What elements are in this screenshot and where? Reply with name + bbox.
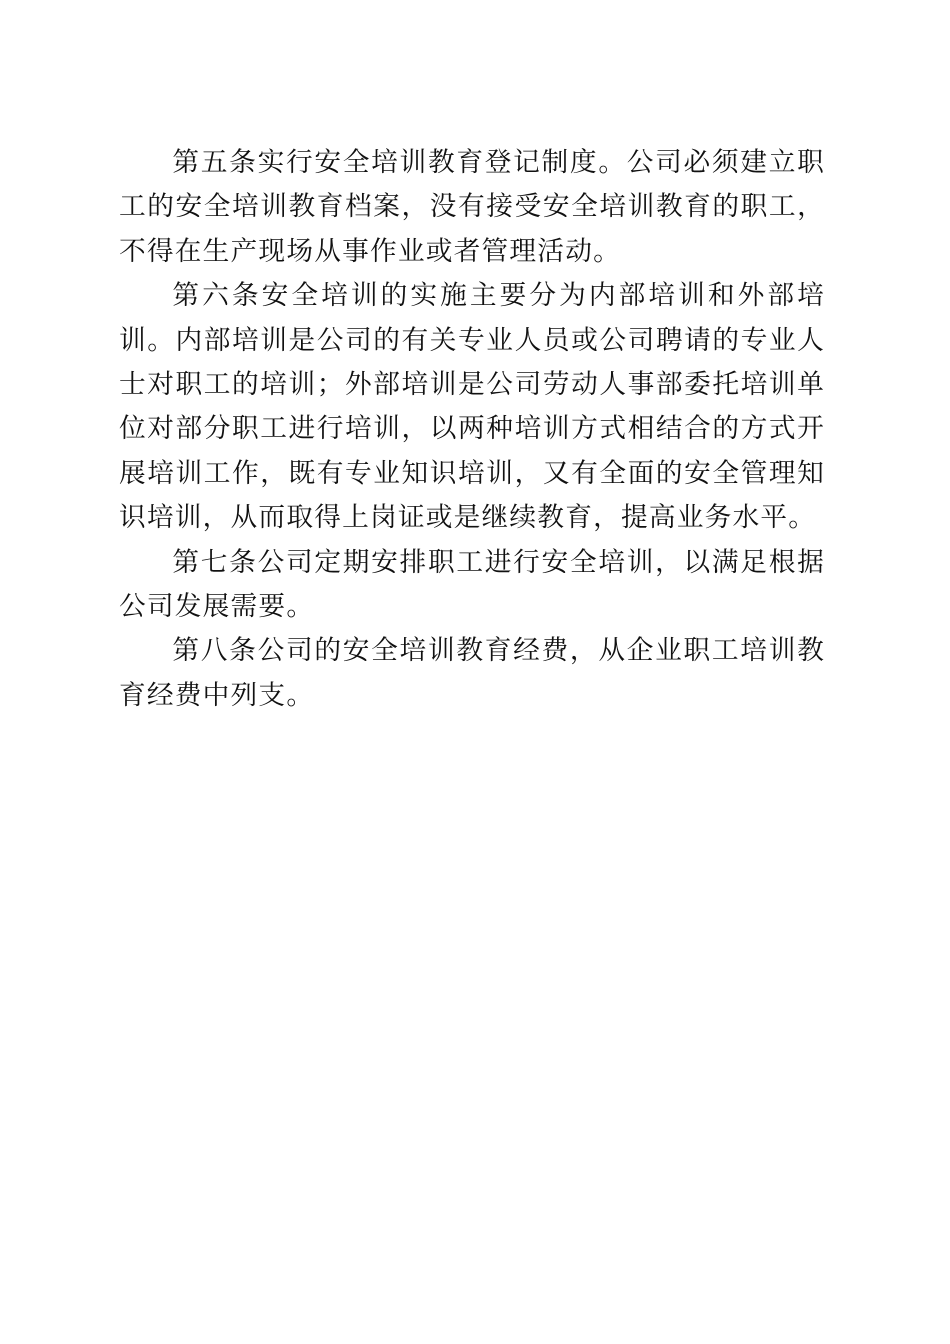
article-7-paragraph: 第七条公司定期安排职工进行安全培训，以满足根据公司发展需要。 (119, 546, 825, 623)
article-8-paragraph: 第八条公司的安全培训教育经费，从企业职工培训教育经费中列支。 (119, 635, 825, 711)
article-6-paragraph: 第六条安全培训的实施主要分为内部培训和外部培训。内部培训是公司的有关专业人员或公司聘请的专业人士对职工的培训；外部培训是公司劳动人事部委托培训单位对部分职工进行培训，以两种培训方式相结合的方式开展培训工作，既有专业知识培训，又有全面的安全管理知识培训，从而取得上岗证或是继续教育，提高业务水平。 (119, 280, 825, 534)
document-body (119, 141, 825, 718)
article-5-paragraph: 第五条实行安全培训教育登记制度。公司必须建立职工的安全培训教育档案，没有接受安全培训教育的职工，不得在生产现场从事作业或者管理活动。 (119, 147, 825, 267)
